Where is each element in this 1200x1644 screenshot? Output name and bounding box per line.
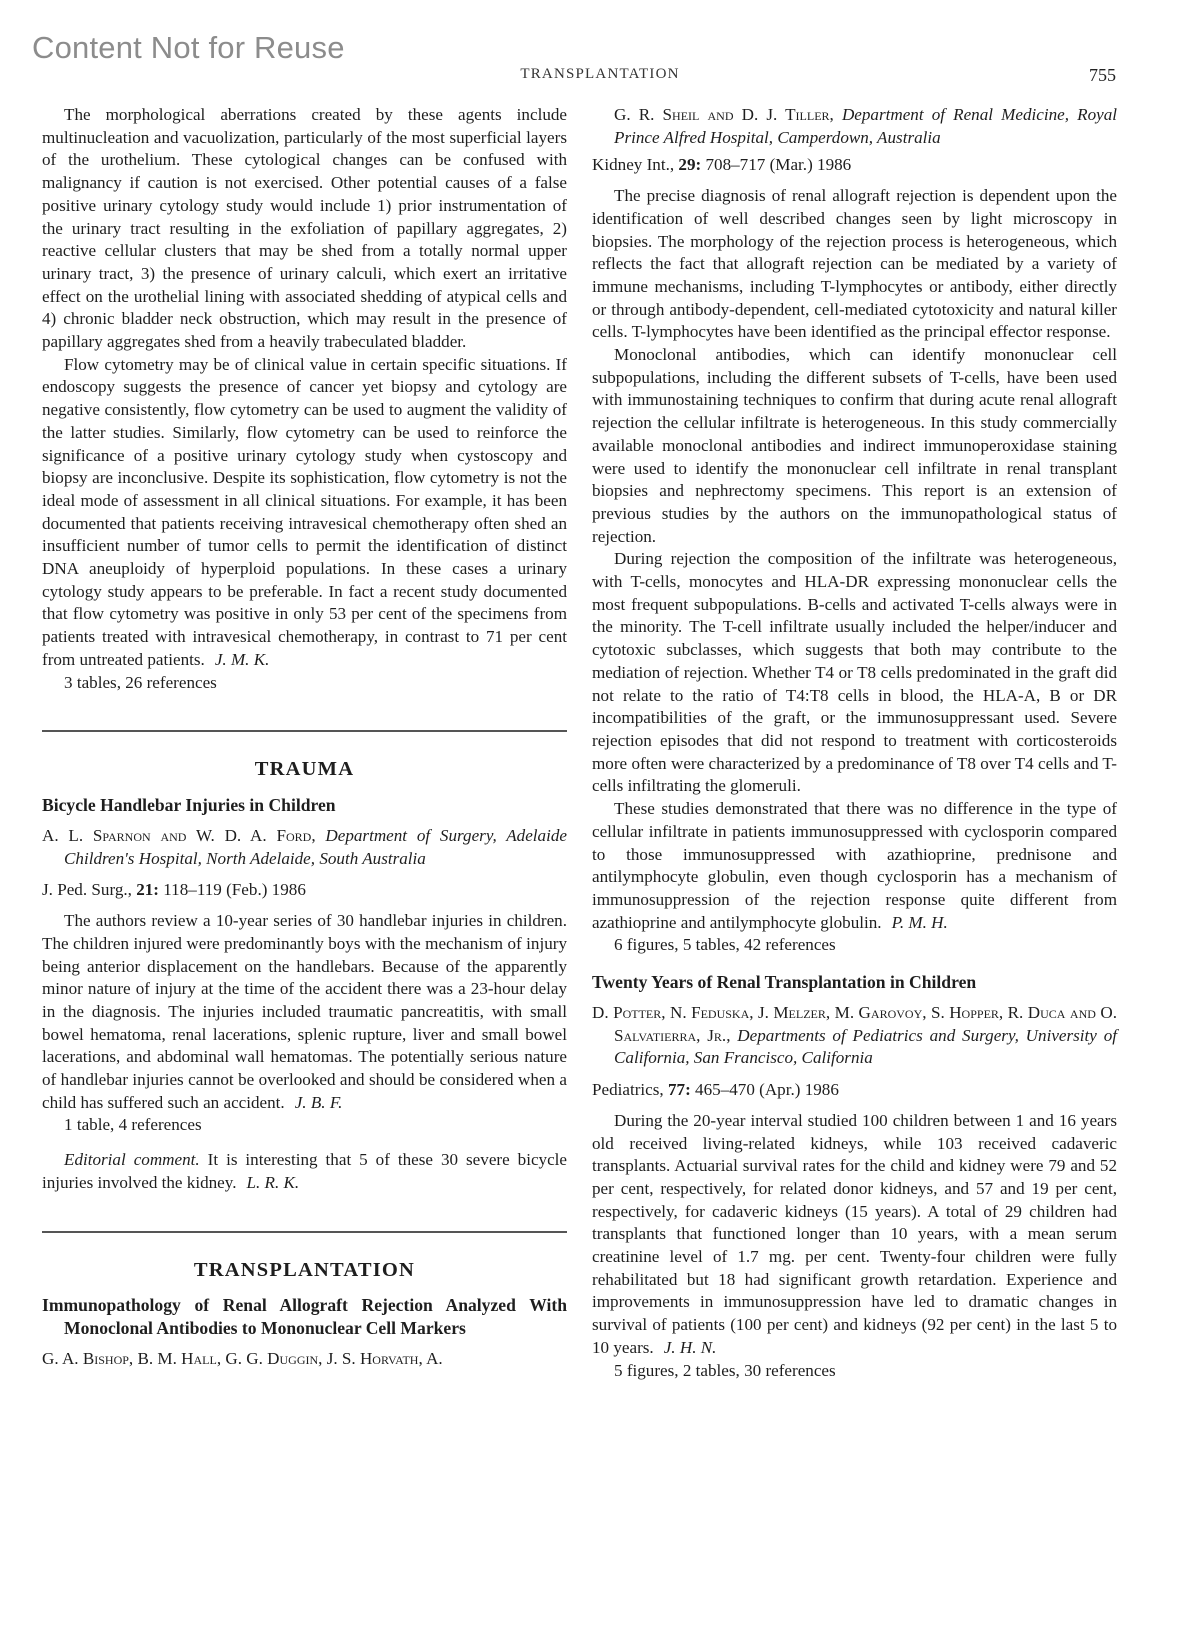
article-abstract: These studies demonstrated that there was no difference in the type of cellular infiltrate in patients immunosuppressed with cyclosporin compared to those immunosuppressed with azathioprine, prednisone and antilymphocyte globulin, even though cyclosporin has a mechanism of immunosuppression of the rejection response quite different from azathioprine and antilymphocyte globulin. P. M. H. bbox=[592, 799, 1117, 932]
watermark: Content Not for Reuse bbox=[32, 30, 345, 65]
right-column bbox=[592, 104, 1117, 1382]
article-authors: D. Potter, N. Feduska, J. Melzer, M. Garovoy, S. Hopper, R. Duca and O. Salvatierra, Jr., Departments of Pediatrics and Surgery, University of California, San Francisco, California bbox=[592, 1003, 1117, 1068]
references-note: 3 tables, 26 references bbox=[64, 672, 217, 692]
page-number: 755 bbox=[1089, 65, 1116, 85]
article-title: Twenty Years of Renal Transplantation in Children bbox=[592, 972, 977, 993]
references-note: 5 figures, 2 tables, 30 references bbox=[614, 1360, 836, 1380]
abstract-initials: J. B. F. bbox=[294, 1092, 343, 1112]
section-title-trauma: TRAUMA bbox=[254, 758, 355, 781]
article-abstract: The authors review a 10-year series of 30 handlebar injuries in children. The children injured were predominantly boys with the mechanism of injury being anterior displacement on the handlebars. Because of the apparently minor nature of injury at the time of the accident there was a 23-hour delay in the diagnosis. The injuries included traumatic pancreatitis, with small bowel hematoma, renal lacerations, splenic rupture, liver and small bowel lacerations, and abdominal wall hematomas. The potentially serious nature of handlebar injuries cannot be overlooked and should be considered when a child has suffered such an accident. J. B. F. bbox=[42, 911, 567, 1112]
article-authors: A. L. Sparnon and W. D. A. Ford, Department of Surgery, Adelaide Children's Hospital, North Adelaide, South Australia bbox=[42, 825, 567, 868]
article-authors: G. A. Bishop, B. M. Hall, G. G. Duggin, J. S. Horvath, A. bbox=[42, 1349, 443, 1369]
abstract-initials: P. M. H. bbox=[891, 912, 948, 932]
article-citation: Pediatrics, 77: 465–470 (Apr.) 1986 bbox=[592, 1080, 839, 1100]
article-citation: J. Ped. Surg., 21: 118–119 (Feb.) 1986 bbox=[42, 880, 306, 900]
references-note: 6 figures, 5 tables, 42 references bbox=[614, 935, 836, 955]
section-divider bbox=[42, 1231, 567, 1233]
continued-paragraph: Flow cytometry may be of clinical value in certain specific situations. If endoscopy suggests the presence of cancer yet biopsy and cytology are negative consistently, flow cytometry can be used to augment the validity of the latter studies. Similarly, flow cytometry can be used to reinforce the significance of a positive urinary cytology study when cystoscopy and biopsy are inconclusive. Despite its sophistication, flow cytometry is not the ideal mode of assessment in all clinical situations. For example, it has been documented that patients receiving intravesical chemotherapy often shed an insufficient number of tumor cells to permit the identification of distinct DNA aneuploidy of hyperploid populations. In these cases a urinary cytology study appears to be preferable. In fact a recent study documented that flow cytometry was positive in only 53 per cent of the specimens from patients treated with intravesical chemotherapy, in contrast to 71 per cent from untreated patients. J. M. K. bbox=[42, 354, 567, 669]
article-title: Bicycle Handlebar Injuries in Children bbox=[42, 794, 336, 815]
running-head: TRANSPLANTATION bbox=[520, 66, 680, 82]
references-note: 1 table, 4 references bbox=[64, 1115, 202, 1135]
article-title: Immunopathology of Renal Allograft Rejection Analyzed With Monoclonal Antibodies to Mononuclear Cell Markers bbox=[42, 1295, 567, 1339]
article-abstract: During the 20-year interval studied 100 children between 1 and 16 years old received living-related kidneys, while 103 received cadaveric transplants. Actuarial survival rates for the child and kidney were 79 and 52 per cent, respectively, for related donor kidneys, and 57 and 19 per cent, respectively, for cadaveric kidneys (15 years). A total of 29 children had transplants that functioned longer than 10 years, with a mean serum creatinine level of 1.7 mg. per cent. Twenty-four children were fully rehabilitated but 18 had significant growth retardation. Experience and improvements in immunosuppression have led to dramatic changes in survival of patients (100 per cent) and kidneys (92 per cent) in the last 5 to 10 years. J. H. N. bbox=[592, 1110, 1117, 1357]
abstract-initials: L. R. K. bbox=[246, 1172, 300, 1192]
editorial-comment: Editorial comment. It is interesting that 5 of these 30 severe bicycle injuries involved the kidney. L. R. K. bbox=[42, 1150, 568, 1192]
abstract-initials: J. H. N. bbox=[663, 1337, 717, 1357]
article-citation: Kidney Int., 29: 708–717 (Mar.) 1986 bbox=[592, 155, 852, 175]
section-divider bbox=[42, 730, 567, 732]
article-authors: G. R. Sheil and D. J. Tiller, Department of Renal Medicine, Royal Prince Alfred Hospital, Camperdown, Australia bbox=[614, 105, 1117, 147]
section-title-transplantation: TRANSPLANTATION bbox=[193, 1258, 416, 1281]
article-abstract: Monoclonal antibodies, which can identify mononuclear cell subpopulations, including the different subsets of T-cells, have been used with immunostaining techniques to confirm that during acute renal allograft rejection the cellular infiltrate is heterogeneous. In this study commercially available monoclonal antibodies and indirect immunoperoxidase staining were used to identify the mononuclear cell infiltrate in renal transplant biopsies and nephrectomy specimens. This report is an extension of previous studies by the authors on the immunopathological status of rejection. bbox=[592, 345, 1117, 546]
left-column bbox=[42, 104, 567, 1371]
article-abstract: The precise diagnosis of renal allograft rejection is dependent upon the identification of well described changes seen by light microscopy in biopsies. The morphology of the rejection process is heterogeneous, which reflects the fact that allograft rejection can be mediated by a variety of immune mechanisms, including T-lymphocytes or antibody, either directly or through antibody-dependent, cell-mediated cytotoxicity and natural killer cells. T-lymphocytes have been identified as the principal effector response. bbox=[592, 186, 1117, 342]
abstract-initials: J. M. K. bbox=[214, 649, 270, 669]
article-abstract: During rejection the composition of the infiltrate was heterogeneous, with T-cells, monocytes and HLA-DR expressing mononuclear cells the most frequent subpopulations. B-cells and activated T-cells always were in the minority. The T-cell infiltrate usually included the helper/inducer and cytotoxic subclasses, which suggests that both may contribute to the mediation of rejection. Whether T4 or T8 cells predominated in the graft did not relate to the ratio of T4:T8 cells in blood, the HLA-A, B or DR incompatibilities of the graft, or the immunosuppressant used. Severe rejection episodes that did not respond to treatment with corticosteroids more often were characterized by a predominance of T8 over T4 cells and T-cells infiltrating the glomeruli. bbox=[592, 549, 1117, 796]
continued-paragraph: The morphological aberrations created by these agents include multinucleation and vacuolization, particularly of the most superficial layers of the urothelium. These cytological changes can be confused with malignancy if caution is not exercised. Other potential causes of a false positive urinary cytology study would include 1) prior instrumentation of the urinary tract resulting in the exfoliation of papillary aggregates, 2) reactive cellular clusters that may be shed from a totally normal upper urinary tract, 3) the presence of urinary calculi, which exert an irritative effect on the urothelial lining with associated shedding of atypical cells and 4) chronic bladder neck obstruction, which may result in the presence of papillary aggregates shed from a heavily trabeculated bladder. bbox=[42, 105, 567, 352]
